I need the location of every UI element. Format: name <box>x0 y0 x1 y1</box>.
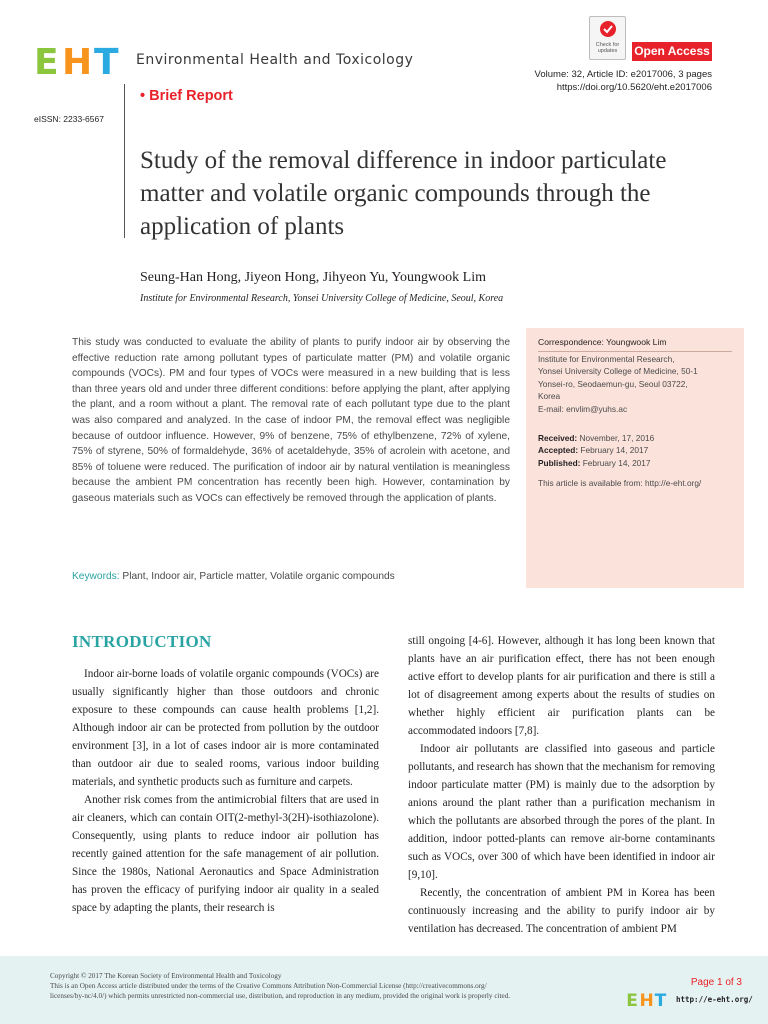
article-type: • Brief Report <box>140 88 233 104</box>
check-updates-label: Check for updates <box>595 42 620 54</box>
doi-link[interactable]: https://doi.org/10.5620/eht.e2017006 <box>556 82 712 93</box>
volume-line: Volume: 32, Article ID: e2017006, 3 pages <box>534 69 712 80</box>
body-paragraph: still ongoing [4-6]. However, although it has long been known that plants have an air purification effect, there has not been enough active effort to develop plants for air purification and there is still a lot of disagreement among experts about the results of studies on whether highly efficient air purification plants can be accommodated indoors [7,8]. <box>408 635 715 737</box>
license-line: licenses/by-nc/4.0/) which permits unrestricted non-commercial use, distribution, and reproduction in any medium, provided the original work is properly cited. <box>50 992 511 1001</box>
page-footer <box>0 956 768 1024</box>
correspondence-line: Yonsei University College of Medicine, 50-1 <box>538 366 698 377</box>
copyright-line: Copyright © 2017 The Korean Society of Environmental Health and Toxicology <box>50 972 282 980</box>
correspondence-line: Yonsei-ro, Seodaemun-gu, Seoul 03722, <box>538 378 688 389</box>
received-date: Received: November, 17, 2016 <box>538 432 655 443</box>
availability-note[interactable]: This article is available from: http://e-eht.org/ <box>538 478 702 489</box>
keywords <box>72 571 510 582</box>
footer-url[interactable]: http://e-eht.org/ <box>676 995 753 1004</box>
correspondence-email[interactable]: E-mail: envlim@yuhs.ac <box>538 403 628 414</box>
authors: Seung-Han Hong, Jiyeon Hong, Jihyeon Yu, Youngwook Lim <box>140 270 486 285</box>
page-number: Page 1 of 3 <box>690 977 742 988</box>
correspondence-sidebar <box>526 328 744 588</box>
open-access-badge[interactable]: Open Access <box>632 42 712 61</box>
body-column-right <box>408 632 715 938</box>
affiliation: Institute for Environmental Research, Yonsei University College of Medicine, Seoul, Korea <box>140 293 504 304</box>
body-paragraph: Indoor air pollutants are classified into gaseous and particle pollutants, and research has shown that the mechanism for removing indoor particulate matter (PM) is mainly due to the adsorption by anions around the plant rather than a purification mechanism in which the pollutants are absorbed through the pores of the plant. In addition, indoor potted-plants can remove air-borne contaminants such as VOCs, over 300 of which have been identified in indoor air [9,10]. <box>408 743 715 881</box>
license-line: This is an Open Access article distributed under the terms of the Creative Commons Attribution Non-Commercial License (http://creativecommons.org/ <box>50 982 487 991</box>
correspondence-line: Institute for Environmental Research, <box>538 353 675 364</box>
footer-logo <box>626 991 670 1009</box>
header-divider <box>124 84 125 238</box>
abstract: This study was conducted to evaluate the ability of plants to purify indoor air by observing the effective reduction rate among pollutant types of particulate matter (PM) and volatile organic compounds (VOCs). PM and four types of VOCs were measured in a new building that is less than three years old and under three different conditions: before applying the plant, after applying the plant, and a room without a plant. The removal rate of each pollutant type due to the plant was also compared and analyzed. In the case of indoor PM, the removal effect was negligible because of outdoor influence. However, 9% of benzene, 75% of ethylbenzene, 72% of xylene, 75% of styrene, 50% of formaldehyde, 36% of acetaldehyde, 35% of acrolein with acetone, and 85% of toluene were reduced. The purification of indoor air by natural ventilation is meaningless because the ambient PM concentration has recently been high. However, contamination by gaseous materials such as VOCs can effectively be removed through the application of plants. <box>72 337 510 504</box>
journal-name: Environmental Health and Toxicology <box>136 52 414 68</box>
body-paragraph: Indoor air-borne loads of volatile organic compounds (VOCs) are usually significantly higher than those outdoors and chronic exposure to these compounds can cause health problems [1,2]. Although indoor air can be protected from pollution by the outdoor environment [3], in a lot of cases indoor air is more contaminated than outdoor air due to sealed rooms, various indoor building materials, and synthetic products such as furniture and carpets. <box>72 668 379 788</box>
copyright-notice <box>50 971 610 1002</box>
article-title: Study of the removal difference in indoor particulate matter and volatile organic compounds through the application of plants <box>140 147 667 240</box>
svg-text:T: T <box>94 42 119 80</box>
check-updates-icon <box>599 20 617 38</box>
volume-info <box>535 68 712 94</box>
body-column-left <box>72 665 379 917</box>
correspondence-heading: Correspondence: Youngwook Lim <box>538 336 732 352</box>
introduction-heading: INTRODUCTION <box>72 632 212 651</box>
correspondence-line: Korea <box>538 391 561 402</box>
svg-text:E: E <box>34 42 59 80</box>
body-paragraph: Another risk comes from the antimicrobial filters that are used in air cleaners, which can contain OIT(2-methyl-3(2H)-isothiazolone). Consequently, using plants to reduce indoor air pollution has recently gained attention for the safe management of air pollution. Since the 1980s, National Aeronautics and Space Administration has proven the efficacy of purifying indoor air quality in a sealed space by adapting the plants, their research is <box>72 794 379 914</box>
eissn: eISSN: 2233-6567 <box>34 114 104 124</box>
svg-text:H: H <box>639 991 654 1009</box>
check-for-updates-badge[interactable] <box>589 16 626 60</box>
published-date: Published: February 14, 2017 <box>538 457 651 468</box>
journal-logo <box>34 42 126 80</box>
svg-text:H: H <box>62 42 93 80</box>
svg-text:T: T <box>654 991 667 1009</box>
keywords-label: Keywords: <box>72 571 120 582</box>
svg-text:E: E <box>626 991 638 1009</box>
article-dates <box>538 432 732 470</box>
body-paragraph: Recently, the concentration of ambient PM in Korea has been continuously increasing and the ability to purify indoor air by ventilation has decreased. The concentration of ambient PM <box>408 887 715 935</box>
accepted-date: Accepted: February 14, 2017 <box>538 445 649 456</box>
keywords-list: Plant, Indoor air, Particle matter, Volatile organic compounds <box>119 571 395 582</box>
